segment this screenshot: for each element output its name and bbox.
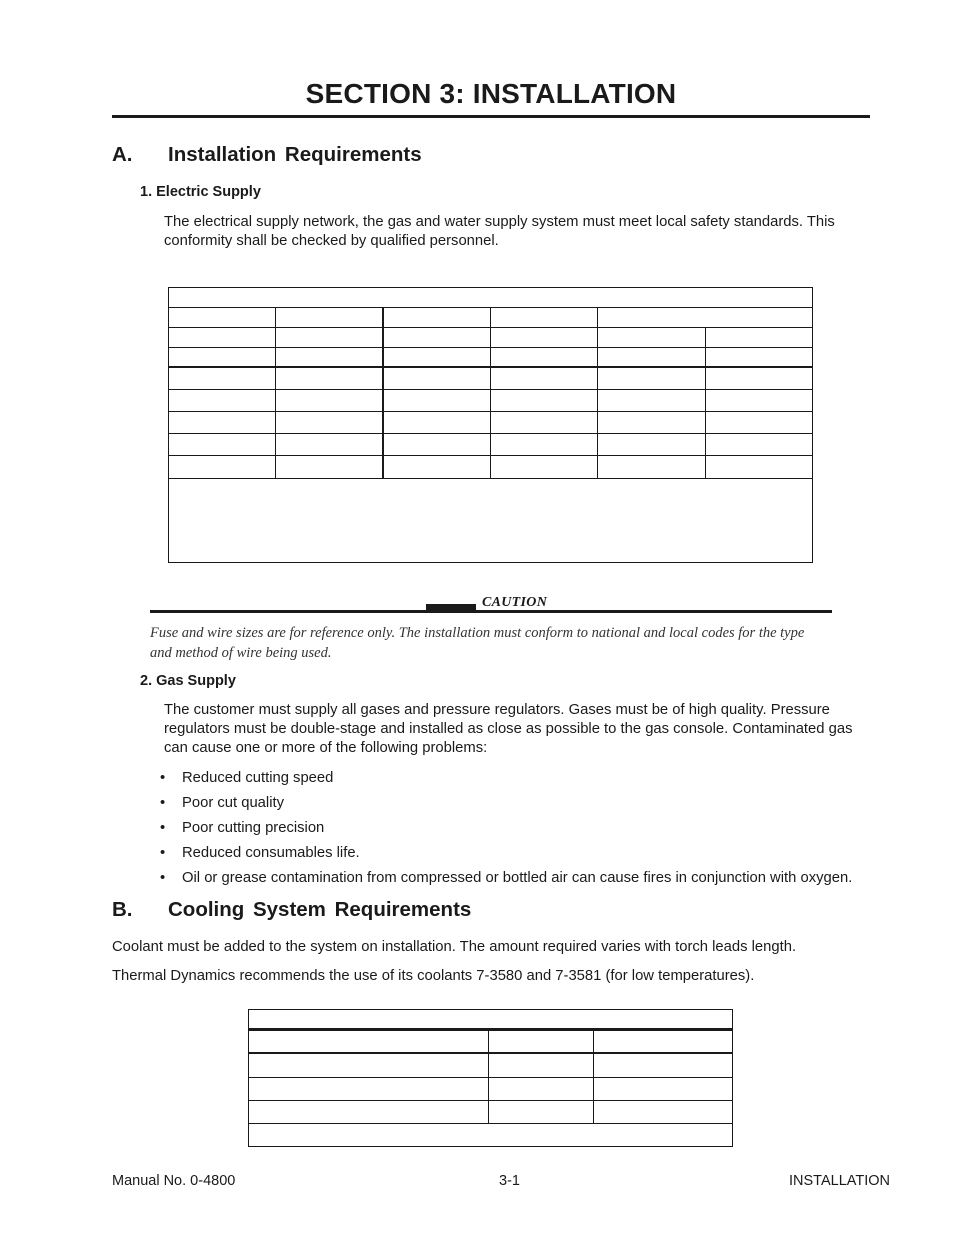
caution-line-2: and method of wire being used.: [150, 645, 332, 661]
section-a-title: Installation Requirements: [168, 143, 422, 166]
section-b-heading: [112, 898, 471, 922]
list-item: [160, 870, 852, 886]
electric-supply-line-1: The electrical supply network, the gas and water supply system must meet local safety standards. This: [164, 214, 835, 230]
list-item: [160, 820, 324, 836]
list-item-text: Poor cut quality: [182, 795, 284, 811]
section-b-letter: B.: [112, 898, 133, 921]
list-item-text: Poor cutting precision: [182, 820, 325, 836]
bullet-icon: •: [160, 870, 166, 886]
gas-supply-line-3: can cause one or more of the following problems:: [164, 740, 488, 756]
table-rule: [248, 1077, 733, 1078]
footer-page-number: 3-1: [499, 1173, 520, 1189]
title-rule: [112, 115, 870, 118]
cooling-para-2: Thermal Dynamics recommends the use of its coolants 7-3580 and 7-3581 (for low temperatures).: [112, 968, 755, 984]
page-title: SECTION 3: INSTALLATION: [305, 78, 677, 109]
list-item: [160, 795, 284, 811]
table-col-rule: [593, 1030, 594, 1123]
section-b-title: Cooling System Requirements: [168, 898, 472, 921]
caution-line-1: Fuse and wire sizes are for reference only. The installation must conform to national and local codes for the type: [150, 625, 805, 641]
electric-supply-line-2: conformity shall be checked by qualified personnel.: [164, 233, 499, 249]
caution-label: CAUTION: [482, 595, 548, 610]
bullet-icon: •: [160, 820, 166, 836]
footer-manual-number: Manual No. 0-4800: [112, 1173, 236, 1189]
list-item: [160, 845, 360, 861]
list-item-text: Oil or grease contamination from compressed or bottled air can cause fires in conjunction with oxygen.: [182, 870, 853, 886]
bullet-icon: •: [160, 770, 166, 786]
cooling-para-1: Coolant must be added to the system on installation. The amount required varies with torch leads length.: [112, 939, 797, 955]
table-col-rule: [488, 1030, 489, 1123]
table-col-rule: [597, 307, 598, 478]
section-a-letter: A.: [112, 143, 133, 166]
bullet-icon: •: [160, 795, 166, 811]
gas-supply-line-2: regulators must be double-stage and installed as close as possible to the gas console. Contaminated gas: [164, 721, 853, 737]
electric-supply-heading: 1. Electric Supply: [140, 184, 261, 200]
table-rule: [168, 478, 813, 479]
footer-section: INSTALLATION: [789, 1173, 890, 1189]
electric-supply-body: [164, 213, 874, 251]
table-col-rule: [705, 327, 706, 478]
list-item: [160, 770, 333, 786]
table-rule-thick: [248, 1052, 733, 1054]
list-item-text: Reduced cutting speed: [182, 770, 334, 786]
caution-block: [426, 604, 476, 613]
table-rule: [248, 1123, 733, 1124]
table-rule: [248, 1100, 733, 1101]
list-item-text: Reduced consumables life.: [182, 845, 360, 861]
gas-supply-line-1: The customer must supply all gases and pressure regulators. Gases must be of high quality. Pressure: [164, 702, 830, 718]
table-col-rule: [382, 307, 384, 478]
gas-supply-heading: 2. Gas Supply: [140, 673, 236, 689]
table-col-rule: [490, 307, 491, 478]
bullet-icon: •: [160, 845, 166, 861]
section-a-heading: [112, 143, 422, 167]
gas-supply-body: [164, 701, 874, 758]
table-col-rule: [275, 307, 276, 478]
table-rule-thick: [248, 1028, 733, 1031]
caution-text: [150, 623, 850, 663]
